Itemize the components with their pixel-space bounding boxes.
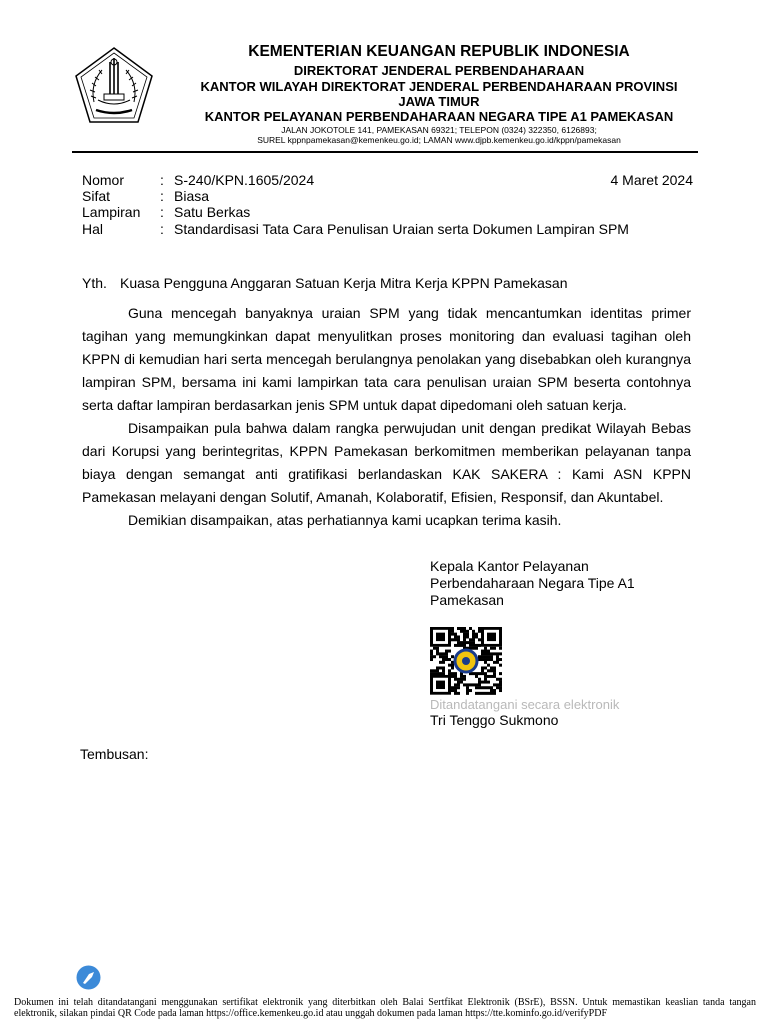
meta-colon: :: [160, 172, 164, 188]
office-contact: SUREL kppnpamekasan@kemenkeu.go.id; LAMAN www.djpb.kemenkeu.go.id/kppn/pamekasan: [257, 135, 621, 145]
regional-office-name: KANTOR WILAYAH DIREKTORAT JENDERAL PERBENDAHARAAN PROVINSI: [200, 79, 678, 94]
meta-value: Biasa: [174, 188, 210, 204]
meta-value: Satu Berkas: [174, 204, 251, 220]
esign-note: Ditandatangani secara elektronik: [430, 697, 620, 712]
body-paragraph: Demikian disampaikan, atas perhatiannya kami ucapkan terima kasih.: [128, 512, 562, 528]
office-address: JALAN JOKOTOLE 141, PAMEKASAN 69321; TELEPON (0324) 322350, 6126893;: [281, 125, 597, 135]
body-paragraph: Guna mencegah banyaknya uraian SPM yang tidak mencantumkan identitas primer tagihan yang memungkinkan dapat menyulitkan proses monitoring dan evaluasi tagihan oleh KPPN di kemudian hari serta mencegah berulangnya penolakan yang disebabkan oleh kurangnya lampiran SPM, bersama ini kami lampirkan tata cara penulisan uraian SPM beserta contohnya serta daftar lampiran berdasarkan jenis SPM untuk dapat dipedomani oleh satuan kerja.: [82, 305, 691, 413]
signatory-title: [430, 558, 635, 609]
addressee-label: Yth.: [82, 275, 107, 291]
letter-date: 4 Maret 2024: [610, 172, 693, 188]
kemenkeu-emblem: [72, 44, 156, 128]
meta-colon: :: [160, 221, 164, 237]
directorate-name: DIREKTORAT JENDERAL PERBENDAHARAAN: [293, 63, 585, 78]
meta-value: S-240/KPN.1605/2024: [174, 172, 315, 188]
meta-label: Hal: [82, 221, 104, 237]
meta-colon: :: [160, 204, 164, 220]
signatory-name: Tri Tenggo Sukmono: [430, 712, 559, 728]
letter-body: [82, 302, 691, 532]
meta-label: Sifat: [82, 188, 111, 204]
bsre-logo-icon: [76, 965, 101, 990]
signatory-title-line: Kepala Kantor Pelayanan: [430, 558, 589, 574]
office-name: KANTOR PELAYANAN PERBENDAHARAAN NEGARA TIPE A1 PAMEKASAN: [204, 109, 674, 124]
body-paragraph: Disampaikan pula bahwa dalam rangka perwujudan unit dengan predikat Wilayah Bebas dari Korupsi yang berintegritas, KPPN Pamekasan berkomitmen memberikan pelayanan tanpa biaya dengan semangat anti gratifikasi berlandaskan KAK SAKERA : Kami ASN KPPN Pamekasan melayani dengan Solutif, Amanah, Kolaboratif, Efisien, Responsif, dan Akuntabel.: [82, 420, 691, 505]
letterhead-rule: [72, 151, 698, 153]
meta-label: Nomor: [82, 172, 125, 188]
signature-qr-code: [430, 627, 502, 695]
signatory-title-line: Pamekasan: [430, 592, 504, 608]
meta-colon: :: [160, 188, 164, 204]
ministry-name: KEMENTERIAN KEUANGAN REPUBLIK INDONESIA: [248, 43, 630, 60]
meta-value: Standardisasi Tata Cara Penulisan Uraian serta Dokumen Lampiran SPM: [174, 221, 629, 237]
tembusan-label: Tembusan:: [80, 746, 149, 762]
addressee: Kuasa Pengguna Anggaran Satuan Kerja Mitra Kerja KPPN Pamekasan: [120, 275, 568, 291]
province-name: JAWA TIMUR: [398, 94, 480, 109]
signatory-title-line: Perbendaharaan Negara Tipe A1: [430, 575, 635, 591]
esign-footer-note: Dokumen ini telah ditandatangani menggunakan sertifikat elektronik yang diterbitkan oleh Balai Sertfikat Elektronik (BSrE), BSSN. Untuk memastikan keaslian tanda tangan elektronik, silakan pindai QR Code pada laman https://office.kemenkeu.go.id atau unggah dokumen pada laman https://tte.kominfo.go.id/verifyPDF: [14, 997, 756, 1019]
meta-label: Lampiran: [82, 204, 141, 220]
